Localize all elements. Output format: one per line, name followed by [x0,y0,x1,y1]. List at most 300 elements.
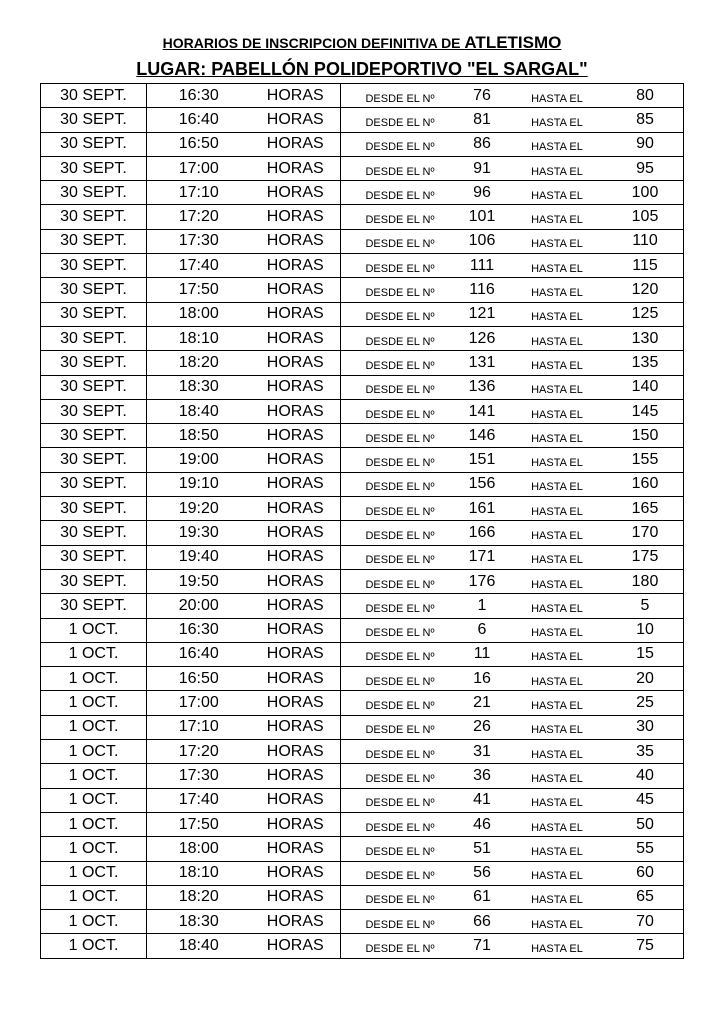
unit-cell: HORAS [251,424,341,448]
time-cell: 17:10 [147,715,251,739]
time-cell: 19:10 [147,472,251,496]
from-label: DESDE EL Nº [365,724,435,737]
unit-cell: HORAS [251,521,341,545]
range-cell [341,569,684,593]
from-number: 61 [473,888,491,906]
time-cell: 17:30 [147,764,251,788]
table-row [41,278,684,302]
table-row [41,254,684,278]
time-cell: 17:50 [147,812,251,836]
to-number: 25 [636,694,654,712]
from-number: 111 [469,256,495,274]
table-row [41,108,684,132]
from-label: DESDE EL Nº [365,481,435,494]
range-cell [341,351,684,375]
unit-cell: HORAS [251,715,341,739]
from-label: DESDE EL Nº [365,141,435,154]
from-label: DESDE EL Nº [365,457,435,470]
time-cell: 18:00 [147,837,251,861]
to-label: HASTA EL [531,311,583,324]
unit-cell: HORAS [251,108,341,132]
to-label: HASTA EL [531,141,583,154]
table-row [41,521,684,545]
time-cell: 18:50 [147,424,251,448]
time-cell: 16:40 [147,642,251,666]
range-cell [341,521,684,545]
unit-cell: HORAS [251,302,341,326]
to-label: HASTA EL [531,651,583,664]
to-label: HASTA EL [531,578,583,591]
from-label: DESDE EL Nº [365,384,435,397]
time-cell: 18:20 [147,885,251,909]
to-number: 90 [636,135,654,153]
date-cell: 1 OCT. [41,715,147,739]
from-number: 141 [468,402,496,420]
table-row [41,424,684,448]
range-cell [341,156,684,180]
from-label: DESDE EL Nº [365,894,435,907]
table-row [41,934,684,958]
range-cell [341,837,684,861]
to-label: HASTA EL [531,189,583,202]
date-cell: 30 SEPT. [41,448,147,472]
date-cell: 1 OCT. [41,910,147,934]
from-label: DESDE EL Nº [365,432,435,445]
time-cell: 17:20 [147,740,251,764]
unit-cell: HORAS [251,156,341,180]
unit-cell: HORAS [251,812,341,836]
to-number: 150 [631,426,659,444]
date-cell: 1 OCT. [41,618,147,642]
table-row [41,788,684,812]
unit-cell: HORAS [251,132,341,156]
table-row [41,302,684,326]
time-cell: 17:40 [147,254,251,278]
from-number: 86 [473,135,491,153]
from-number: 116 [469,281,495,299]
document-title [0,34,724,52]
to-number: 100 [631,183,659,201]
date-cell: 30 SEPT. [41,302,147,326]
unit-cell: HORAS [251,594,341,618]
to-number: 130 [631,329,659,347]
range-cell [341,229,684,253]
from-label: DESDE EL Nº [365,821,435,834]
date-cell: 30 SEPT. [41,254,147,278]
range-cell [341,302,684,326]
time-cell: 17:50 [147,278,251,302]
to-label: HASTA EL [531,627,583,640]
from-number: 31 [473,742,491,760]
range-cell [341,861,684,885]
to-number: 145 [631,402,659,420]
range-cell [341,715,684,739]
time-cell: 17:40 [147,788,251,812]
from-number: 36 [473,766,491,784]
unit-cell: HORAS [251,278,341,302]
to-number: 30 [636,718,654,736]
date-cell: 30 SEPT. [41,351,147,375]
range-cell [341,764,684,788]
from-label: DESDE EL Nº [365,335,435,348]
range-cell [341,497,684,521]
date-cell: 1 OCT. [41,667,147,691]
from-number: 151 [468,451,496,469]
from-label: DESDE EL Nº [365,189,435,202]
range-cell [341,788,684,812]
time-cell: 18:00 [147,302,251,326]
from-number: 6 [477,621,487,639]
to-label: HASTA EL [531,797,583,810]
unit-cell: HORAS [251,229,341,253]
schedule-table [40,83,684,959]
to-number: 105 [631,208,659,226]
range-cell [341,642,684,666]
range-cell [341,205,684,229]
table-row [41,156,684,180]
unit-cell: HORAS [251,764,341,788]
from-number: 1 [477,596,487,614]
unit-cell: HORAS [251,569,341,593]
table-row [41,569,684,593]
unit-cell: HORAS [251,326,341,350]
table-row [41,205,684,229]
to-number: 80 [636,86,654,104]
time-cell: 17:00 [147,156,251,180]
unit-cell: HORAS [251,837,341,861]
date-cell: 30 SEPT. [41,108,147,132]
range-cell [341,910,684,934]
from-number: 121 [468,305,496,323]
to-number: 170 [631,523,659,541]
unit-cell: HORAS [251,497,341,521]
date-cell: 1 OCT. [41,837,147,861]
unit-cell: HORAS [251,205,341,229]
date-cell: 30 SEPT. [41,156,147,180]
unit-cell: HORAS [251,788,341,812]
to-number: 115 [632,256,658,274]
time-cell: 19:40 [147,545,251,569]
to-label: HASTA EL [531,116,583,129]
table-row [41,910,684,934]
date-cell: 1 OCT. [41,885,147,909]
from-label: DESDE EL Nº [365,700,435,713]
to-label: HASTA EL [531,821,583,834]
time-cell: 19:00 [147,448,251,472]
table-row [41,326,684,350]
range-cell [341,375,684,399]
date-cell: 30 SEPT. [41,326,147,350]
from-number: 146 [468,426,496,444]
range-cell [341,84,684,108]
date-cell: 30 SEPT. [41,181,147,205]
to-number: 20 [636,669,654,687]
range-cell [341,472,684,496]
to-number: 125 [631,305,659,323]
from-label: DESDE EL Nº [365,238,435,251]
table-row [41,861,684,885]
from-label: DESDE EL Nº [365,918,435,931]
from-number: 126 [468,329,496,347]
unit-cell: HORAS [251,861,341,885]
from-label: DESDE EL Nº [365,359,435,372]
table-row [41,132,684,156]
from-label: DESDE EL Nº [365,870,435,883]
to-label: HASTA EL [531,894,583,907]
from-number: 161 [468,499,496,517]
to-number: 135 [631,353,659,371]
from-label: DESDE EL Nº [365,165,435,178]
to-label: HASTA EL [531,748,583,761]
unit-cell: HORAS [251,448,341,472]
to-number: 160 [631,475,659,493]
range-cell [341,545,684,569]
time-cell: 18:10 [147,861,251,885]
to-label: HASTA EL [531,505,583,518]
unit-cell: HORAS [251,254,341,278]
date-cell: 30 SEPT. [41,229,147,253]
from-number: 156 [468,475,496,493]
to-label: HASTA EL [531,408,583,421]
time-cell: 17:30 [147,229,251,253]
time-cell: 16:40 [147,108,251,132]
date-cell: 30 SEPT. [41,545,147,569]
to-label: HASTA EL [531,554,583,567]
from-label: DESDE EL Nº [365,651,435,664]
from-number: 46 [473,815,491,833]
time-cell: 18:40 [147,399,251,423]
to-label: HASTA EL [531,457,583,470]
table-row [41,399,684,423]
from-number: 101 [468,208,496,226]
to-number: 10 [636,621,654,639]
to-number: 75 [636,937,654,955]
time-cell: 17:10 [147,181,251,205]
time-cell: 19:20 [147,497,251,521]
to-label: HASTA EL [531,481,583,494]
to-label: HASTA EL [531,92,583,105]
table-row [41,497,684,521]
from-label: DESDE EL Nº [365,797,435,810]
unit-cell: HORAS [251,472,341,496]
to-number: 175 [631,548,659,566]
unit-cell: HORAS [251,399,341,423]
table-row [41,351,684,375]
date-cell: 30 SEPT. [41,497,147,521]
to-number: 85 [636,110,654,128]
date-cell: 30 SEPT. [41,205,147,229]
to-label: HASTA EL [531,238,583,251]
range-cell [341,448,684,472]
to-label: HASTA EL [531,845,583,858]
to-label: HASTA EL [531,772,583,785]
unit-cell: HORAS [251,910,341,934]
table-row [41,472,684,496]
to-label: HASTA EL [531,602,583,615]
from-number: 91 [473,159,491,177]
range-cell [341,934,684,958]
to-number: 55 [636,839,654,857]
time-cell: 19:30 [147,521,251,545]
date-cell: 1 OCT. [41,691,147,715]
from-label: DESDE EL Nº [365,505,435,518]
unit-cell: HORAS [251,618,341,642]
title-sport: ATLETISMO [464,33,562,52]
from-number: 131 [468,353,496,371]
time-cell: 18:20 [147,351,251,375]
to-number: 140 [631,378,659,396]
range-cell [341,740,684,764]
from-label: DESDE EL Nº [365,627,435,640]
from-number: 176 [468,572,496,590]
to-number: 45 [636,791,654,809]
from-number: 106 [468,232,496,250]
from-number: 76 [473,86,491,104]
to-label: HASTA EL [531,432,583,445]
unit-cell: HORAS [251,181,341,205]
range-cell [341,326,684,350]
range-cell [341,399,684,423]
table-row [41,545,684,569]
from-label: DESDE EL Nº [365,845,435,858]
range-cell [341,108,684,132]
from-number: 166 [468,523,496,541]
title-prefix: HORARIOS DE INSCRIPCION DEFINITIVA DE [162,35,461,51]
range-cell [341,254,684,278]
date-cell: 30 SEPT. [41,424,147,448]
date-cell: 1 OCT. [41,740,147,764]
from-label: DESDE EL Nº [365,92,435,105]
date-cell: 1 OCT. [41,764,147,788]
to-label: HASTA EL [531,335,583,348]
from-number: 26 [473,718,491,736]
from-number: 171 [468,548,496,566]
table-row [41,642,684,666]
from-label: DESDE EL Nº [365,943,435,956]
from-label: DESDE EL Nº [365,578,435,591]
unit-cell: HORAS [251,934,341,958]
time-cell: 16:50 [147,132,251,156]
to-label: HASTA EL [531,262,583,275]
to-number: 60 [636,864,654,882]
to-label: HASTA EL [531,384,583,397]
date-cell: 30 SEPT. [41,278,147,302]
to-label: HASTA EL [531,359,583,372]
unit-cell: HORAS [251,667,341,691]
table-row [41,375,684,399]
time-cell: 20:00 [147,594,251,618]
unit-cell: HORAS [251,642,341,666]
range-cell [341,181,684,205]
from-label: DESDE EL Nº [365,287,435,300]
from-number: 16 [473,669,491,687]
range-cell [341,594,684,618]
from-label: DESDE EL Nº [365,675,435,688]
date-cell: 30 SEPT. [41,521,147,545]
time-cell: 16:30 [147,84,251,108]
to-number: 35 [636,742,654,760]
table-row [41,740,684,764]
table-row [41,448,684,472]
time-cell: 18:30 [147,375,251,399]
from-label: DESDE EL Nº [365,748,435,761]
table-row [41,691,684,715]
to-label: HASTA EL [531,918,583,931]
table-row [41,181,684,205]
from-label: DESDE EL Nº [365,262,435,275]
to-number: 165 [631,499,659,517]
table-row [41,618,684,642]
to-number: 180 [631,572,659,590]
date-cell: 1 OCT. [41,642,147,666]
from-label: DESDE EL Nº [365,554,435,567]
time-cell: 17:20 [147,205,251,229]
table-row [41,715,684,739]
from-label: DESDE EL Nº [365,116,435,129]
date-cell: 30 SEPT. [41,472,147,496]
unit-cell: HORAS [251,740,341,764]
from-number: 66 [473,912,491,930]
table-row [41,667,684,691]
unit-cell: HORAS [251,885,341,909]
table-row [41,84,684,108]
table-row [41,885,684,909]
to-number: 15 [636,645,654,663]
to-label: HASTA EL [531,700,583,713]
to-label: HASTA EL [531,287,583,300]
table-row [41,812,684,836]
date-cell: 1 OCT. [41,788,147,812]
to-number: 65 [636,888,654,906]
from-number: 41 [473,791,491,809]
date-cell: 30 SEPT. [41,569,147,593]
range-cell [341,885,684,909]
to-label: HASTA EL [531,214,583,227]
date-cell: 30 SEPT. [41,375,147,399]
date-cell: 30 SEPT. [41,399,147,423]
time-cell: 18:10 [147,326,251,350]
to-label: HASTA EL [531,943,583,956]
unit-cell: HORAS [251,351,341,375]
from-label: DESDE EL Nº [365,214,435,227]
date-cell: 30 SEPT. [41,84,147,108]
time-cell: 18:30 [147,910,251,934]
from-number: 51 [473,839,491,857]
range-cell [341,667,684,691]
range-cell [341,132,684,156]
from-label: DESDE EL Nº [365,311,435,324]
date-cell: 1 OCT. [41,812,147,836]
document-subtitle: LUGAR: PABELLÓN POLIDEPORTIVO "EL SARGAL" [136,59,588,79]
range-cell [341,812,684,836]
from-number: 136 [468,378,496,396]
date-cell: 30 SEPT. [41,594,147,618]
unit-cell: HORAS [251,545,341,569]
to-number: 110 [632,232,658,250]
date-cell: 1 OCT. [41,861,147,885]
from-label: DESDE EL Nº [365,602,435,615]
from-number: 56 [473,864,491,882]
from-number: 21 [473,694,491,712]
time-cell: 17:00 [147,691,251,715]
from-number: 81 [473,110,491,128]
from-number: 96 [473,183,491,201]
to-label: HASTA EL [531,870,583,883]
range-cell [341,424,684,448]
range-cell [341,618,684,642]
to-number: 40 [636,766,654,784]
to-label: HASTA EL [531,675,583,688]
